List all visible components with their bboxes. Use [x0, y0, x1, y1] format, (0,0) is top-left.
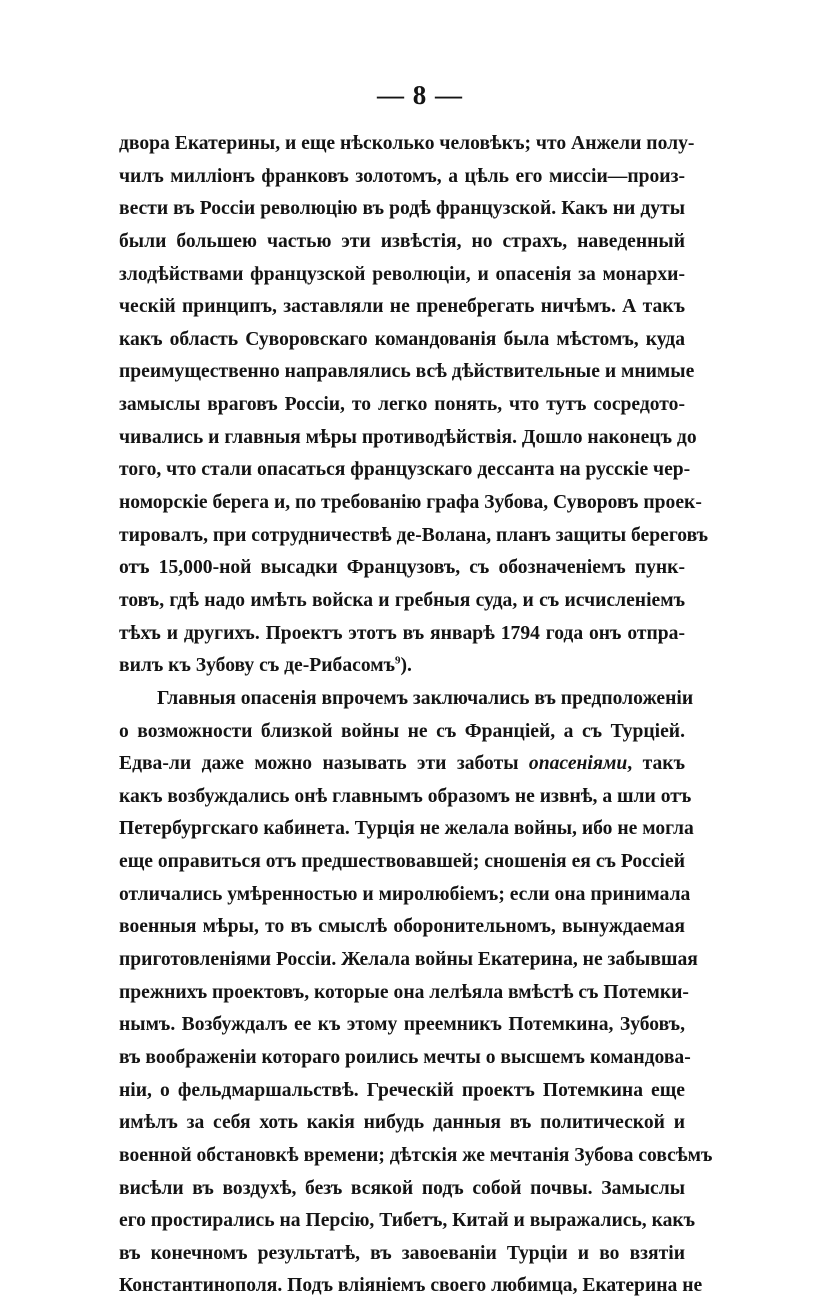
text-line: какъ область Суворовскаго командованія была мѣстомъ, куда: [119, 328, 685, 350]
text-line: того, что стали опасаться французскаго дессанта на русскіе чер-: [119, 459, 691, 481]
text-line: Петербургскаго кабинета. Турція не желала войны, ибо не могла: [119, 818, 694, 840]
text-line: [119, 748, 685, 781]
text-line: тировалъ, при сотрудничествѣ де-Волана, планъ защиты береговъ: [119, 524, 709, 546]
text-line: замыслы враговъ Россіи, то легко понять, что тутъ сосредото-: [119, 394, 685, 416]
text-line: прежнихъ проектовъ, которые она лелѣяла вмѣстѣ съ Потемки-: [119, 981, 689, 1003]
text-line: чилъ милліонъ франковъ золотомъ, а цѣль его миссіи—произ-: [119, 165, 685, 187]
text-line: о возможности близкой войны не съ Франціей, а съ Турціей.: [119, 720, 685, 742]
page-number: — 8 —: [377, 80, 463, 110]
footnote-mark: 9: [395, 654, 401, 667]
text-line: двора Екатерины, и еще нѣсколько человѣкъ; что Анжели полу-: [119, 133, 695, 154]
text-line: висѣли въ воздухѣ, безъ всякой подъ собой почвы. Замыслы: [119, 1177, 685, 1199]
text-line: номорскіе берега и, по требованію графа Зубова, Суворовъ проек-: [119, 492, 702, 514]
text-line: ческій принципъ, заставляли не пренебрегать ничѣмъ. А такъ: [119, 296, 685, 318]
text-line: въ воображеніи котораго роились мечты о высшемъ командова-: [119, 1046, 691, 1068]
text-span: ).: [400, 655, 412, 677]
text-line: нымъ. Возбуждалъ ее къ этому преемникъ Потемкина, Зубовъ,: [119, 1014, 685, 1036]
text-line: тѣхъ и другихъ. Проектъ этотъ въ январѣ 1794 года онъ отпра-: [119, 622, 685, 644]
text-line: злодѣйствами французской революціи, и опасенія за монархи-: [119, 263, 685, 285]
text-line: еще оправиться отъ предшествовавшей; сношенія ея съ Россіей: [119, 851, 685, 873]
text-line: отличались умѣренностью и миролюбіемъ; если она принимала: [119, 883, 691, 905]
text-line: какъ возбуждались онѣ главнымъ образомъ не извнѣ, а шли отъ: [119, 785, 692, 807]
text-line: чивались и главныя мѣры противодѣйствія. Дошло наконецъ до: [119, 426, 697, 448]
body-text: [119, 128, 713, 1303]
paragraph-1: [119, 128, 709, 683]
text-line: военной обстановкѣ времени; дѣтскія же мечтанія Зубова совсѣмъ: [119, 1144, 713, 1166]
text-line: его простирались на Персію, Тибетъ, Китай и выражались, какъ: [119, 1210, 696, 1232]
text-line: имѣлъ за себя хоть какія нибудь данныя въ политической и: [119, 1112, 685, 1134]
text-line: военныя мѣры, то въ смыслѣ оборонительномъ, вынуждаемая: [119, 916, 685, 938]
text-line-last: [119, 650, 685, 683]
text-span: Едва-ли даже можно называть эти заботы: [119, 753, 529, 775]
text-span: вилъ къ Зубову съ де-Рибасомъ: [119, 655, 396, 677]
paragraph-2: [119, 683, 713, 1303]
text-line: преимущественно направлялись всѣ дѣйствительные и мнимые: [119, 361, 695, 383]
text-line: ніи, о фельдмаршальствѣ. Греческій проектъ Потемкина еще: [119, 1079, 685, 1101]
text-line-indented: Главныя опасенія впрочемъ заключались въ предположеніи: [157, 687, 694, 709]
text-line: Константинополя. Подъ вліяніемъ своего любимца, Екатерина не: [119, 1275, 703, 1297]
text-line: вести въ Россіи революцію въ родѣ французской. Какъ ни дуты: [119, 198, 685, 220]
text-line: товъ, гдѣ надо имѣть войска и гребныя суда, и съ исчисленіемъ: [119, 589, 685, 611]
text-span: , такъ: [627, 753, 685, 775]
emphasized-word: опасеніями: [528, 753, 628, 775]
text-line: приготовленіями Россіи. Желала войны Екатерина, не забывшая: [119, 949, 698, 971]
text-line: отъ 15,000-ной высадки Французовъ, съ обозначеніемъ пунк-: [119, 557, 685, 579]
text-line: были большею частью эти извѣстія, но страхъ, наведенный: [119, 230, 685, 252]
text-line: въ конечномъ результатѣ, въ завоеваніи Турціи и во взятіи: [119, 1242, 685, 1264]
